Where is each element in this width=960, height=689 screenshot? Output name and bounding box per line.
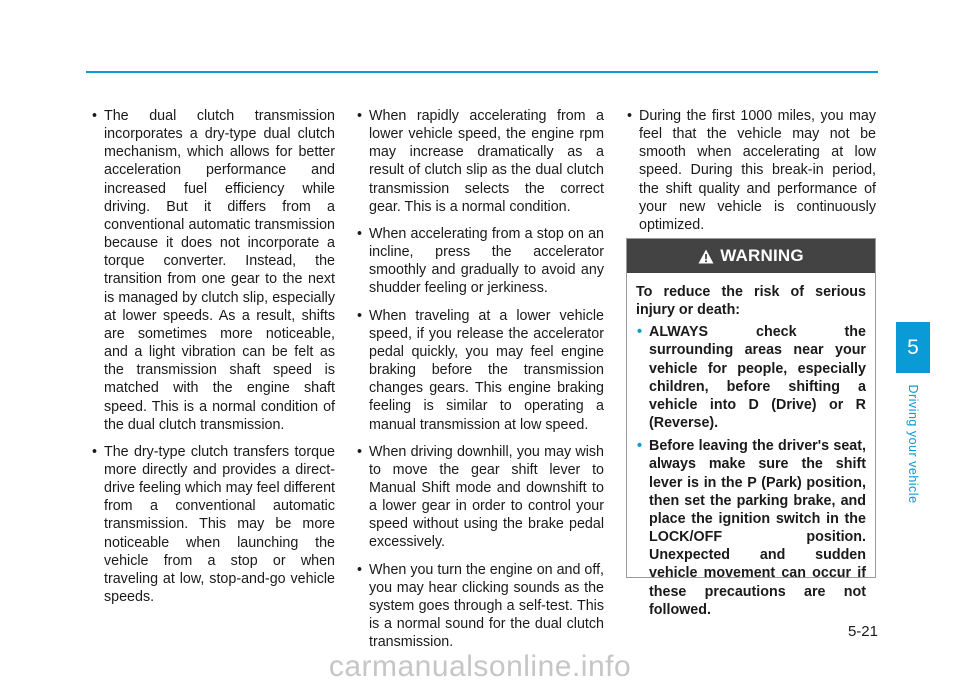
list-item: • When traveling at a lower vehicle speed, if you release the accelerator pedal quickly, you may feel engine braking before the transmission changes gears. This engine braking feeling is similar to operating a manual transmission at low speed. [356,307,604,434]
bullet-list-2 [356,107,604,651]
list-item: • When you turn the engine on and off, you may hear clicking sounds as the system goes through a self-test. This is a normal sound for the dual clutch transmission. [356,561,604,652]
chapter-side-title [898,384,928,504]
warning-intro: To reduce the risk of serious injury or death: [636,284,866,319]
list-item: • When accelerating from a stop on an incline, press the accelerator smoothly and gradually to avoid any shudder feeling or jerkiness. [356,225,604,298]
chapter-tab: 5 [896,322,930,373]
list-item: • When rapidly accelerating from a lower vehicle speed, the engine rpm may increase dramatically as a result of clutch slip as the dual clutch transmission selects the correct gear. This is a normal condition. [356,107,604,216]
warning-item: • Before leaving the driver's seat, always make sure the shift lever is in the P (Park) position, then set the parking brake, and place the ignition switch in the LOCK/OFF position. Unexpected and sudden vehicle movement can occur if these precautions are not followed. [636,437,866,619]
warning-item: • ALWAYS check the surrounding areas near your vehicle for people, especially children, before shifting a vehicle into D (Drive) or R (Reverse). [636,323,866,432]
chapter-title-text: Driving your vehicle [906,384,920,504]
warning-title: WARNING [720,246,804,265]
column-2 [356,107,604,660]
warning-header [627,239,875,273]
warning-body [627,273,875,619]
list-item: • When driving downhill, you may wish to move the gear shift lever to Manual Shift mode and downshift to a lower gear in order to control your speed without using the brake pedal excessively. [356,443,604,552]
warning-list [636,323,866,619]
warning-box [626,238,876,618]
page-number: 5-21 [847,623,878,640]
bullet-list-1 [91,107,335,606]
header-rule [86,71,878,73]
list-item: • During the first 1000 miles, you may feel that the vehicle may not be smooth when accelerating at low speed. During this break-in period, the shift quality and performance of your new vehicle is continuously optimized. [626,107,876,234]
warning-triangle-icon [698,249,714,264]
bullet-list-3 [626,107,876,234]
column-3 [626,107,876,243]
list-item: • The dual clutch transmission incorporates a dry-type dual clutch mechanism, which allows for better acceleration performance and increased fuel efficiency while driving. But it differs from a conventional automatic transmission because it does not incorporate a torque converter. Instead, the transition from one gear to the next is managed by clutch slip, especially at lower speeds. As a result, shifts are sometimes more noticeable, and a light vibration can be felt as the transmission shaft speed is matched with the engine shaft speed. This is a normal condition of the dual clutch transmission. [91,107,335,434]
list-item: • The dry-type clutch transfers torque more directly and provides a direct-drive feeling which may feel different from a conventional automatic transmission. This may be more noticeable when launching the vehicle from a stop or when traveling at low, stop-and-go vehicle speeds. [91,443,335,606]
column-1 [91,107,335,615]
watermark: carmanualsonline.info [328,650,632,683]
